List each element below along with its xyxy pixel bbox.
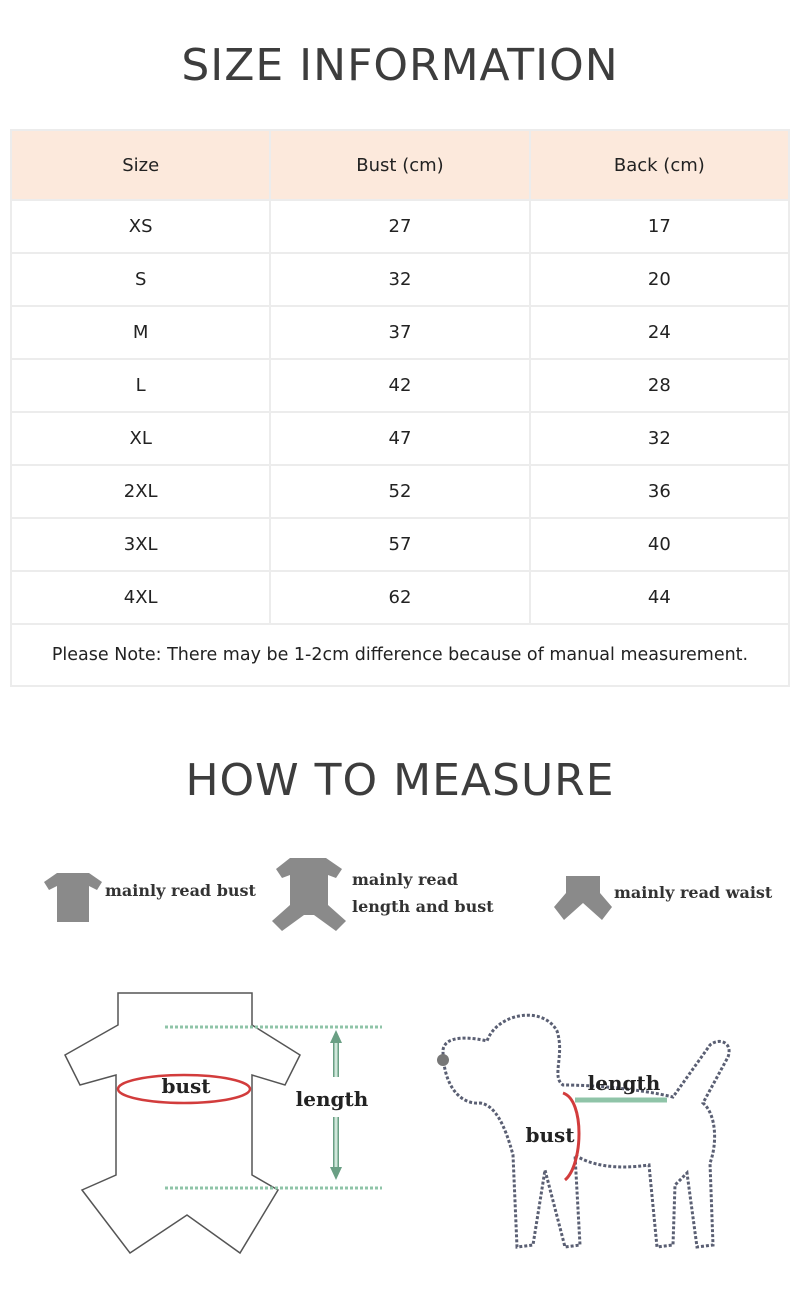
pants-icon — [552, 873, 614, 925]
cell-size: 4XL — [11, 571, 270, 624]
garment-outline — [65, 993, 300, 1253]
header-back: Back (cm) — [530, 130, 789, 200]
cell-bust: 57 — [270, 518, 529, 571]
legend-jumpsuit-label-2: length and bust — [352, 897, 494, 916]
table-row — [11, 518, 789, 571]
how-to-measure-title: HOW TO MEASURE — [185, 755, 615, 806]
table-row — [11, 412, 789, 465]
table-row — [11, 253, 789, 306]
table-row — [11, 465, 789, 518]
table-row — [11, 200, 789, 253]
dog-length-label: length — [587, 1071, 661, 1095]
cell-bust: 52 — [270, 465, 529, 518]
cell-size: L — [11, 359, 270, 412]
size-information-title: SIZE INFORMATION — [181, 40, 619, 91]
note-row — [11, 624, 789, 686]
cell-bust: 47 — [270, 412, 529, 465]
cell-back: 28 — [530, 359, 789, 412]
cell-size: 2XL — [11, 465, 270, 518]
table-row — [11, 359, 789, 412]
shirt-icon — [42, 870, 104, 925]
cell-back: 32 — [530, 412, 789, 465]
header-bust: Bust (cm) — [270, 130, 529, 200]
cell-size: XL — [11, 412, 270, 465]
cell-bust: 42 — [270, 359, 529, 412]
cell-back: 20 — [530, 253, 789, 306]
dog-diagram — [425, 1005, 755, 1260]
garment-length-label: length — [295, 1087, 369, 1111]
dog-bust-label: bust — [525, 1123, 575, 1147]
garment-diagram — [60, 985, 390, 1255]
cell-size: 3XL — [11, 518, 270, 571]
table-row — [11, 306, 789, 359]
cell-bust: 27 — [270, 200, 529, 253]
cell-back: 44 — [530, 571, 789, 624]
cell-bust: 62 — [270, 571, 529, 624]
cell-bust: 32 — [270, 253, 529, 306]
dog-outline — [443, 1015, 729, 1247]
table-row — [11, 571, 789, 624]
table-header-row — [11, 130, 789, 200]
cell-bust: 37 — [270, 306, 529, 359]
cell-back: 40 — [530, 518, 789, 571]
cell-back: 17 — [530, 200, 789, 253]
garment-bust-label: bust — [161, 1074, 211, 1098]
jumpsuit-icon — [268, 855, 350, 933]
legend-jumpsuit-label-1: mainly read — [352, 870, 459, 889]
header-size: Size — [11, 130, 270, 200]
cell-back: 24 — [530, 306, 789, 359]
size-table — [10, 129, 790, 687]
legend-shirt-label: mainly read bust — [105, 881, 256, 900]
cell-size: XS — [11, 200, 270, 253]
cell-back: 36 — [530, 465, 789, 518]
cell-size: S — [11, 253, 270, 306]
legend-pants-label: mainly read waist — [614, 883, 773, 902]
dog-nose — [437, 1054, 449, 1066]
cell-size: M — [11, 306, 270, 359]
measurement-note: Please Note: There may be 1-2cm difference because of manual measurement. — [11, 624, 789, 686]
